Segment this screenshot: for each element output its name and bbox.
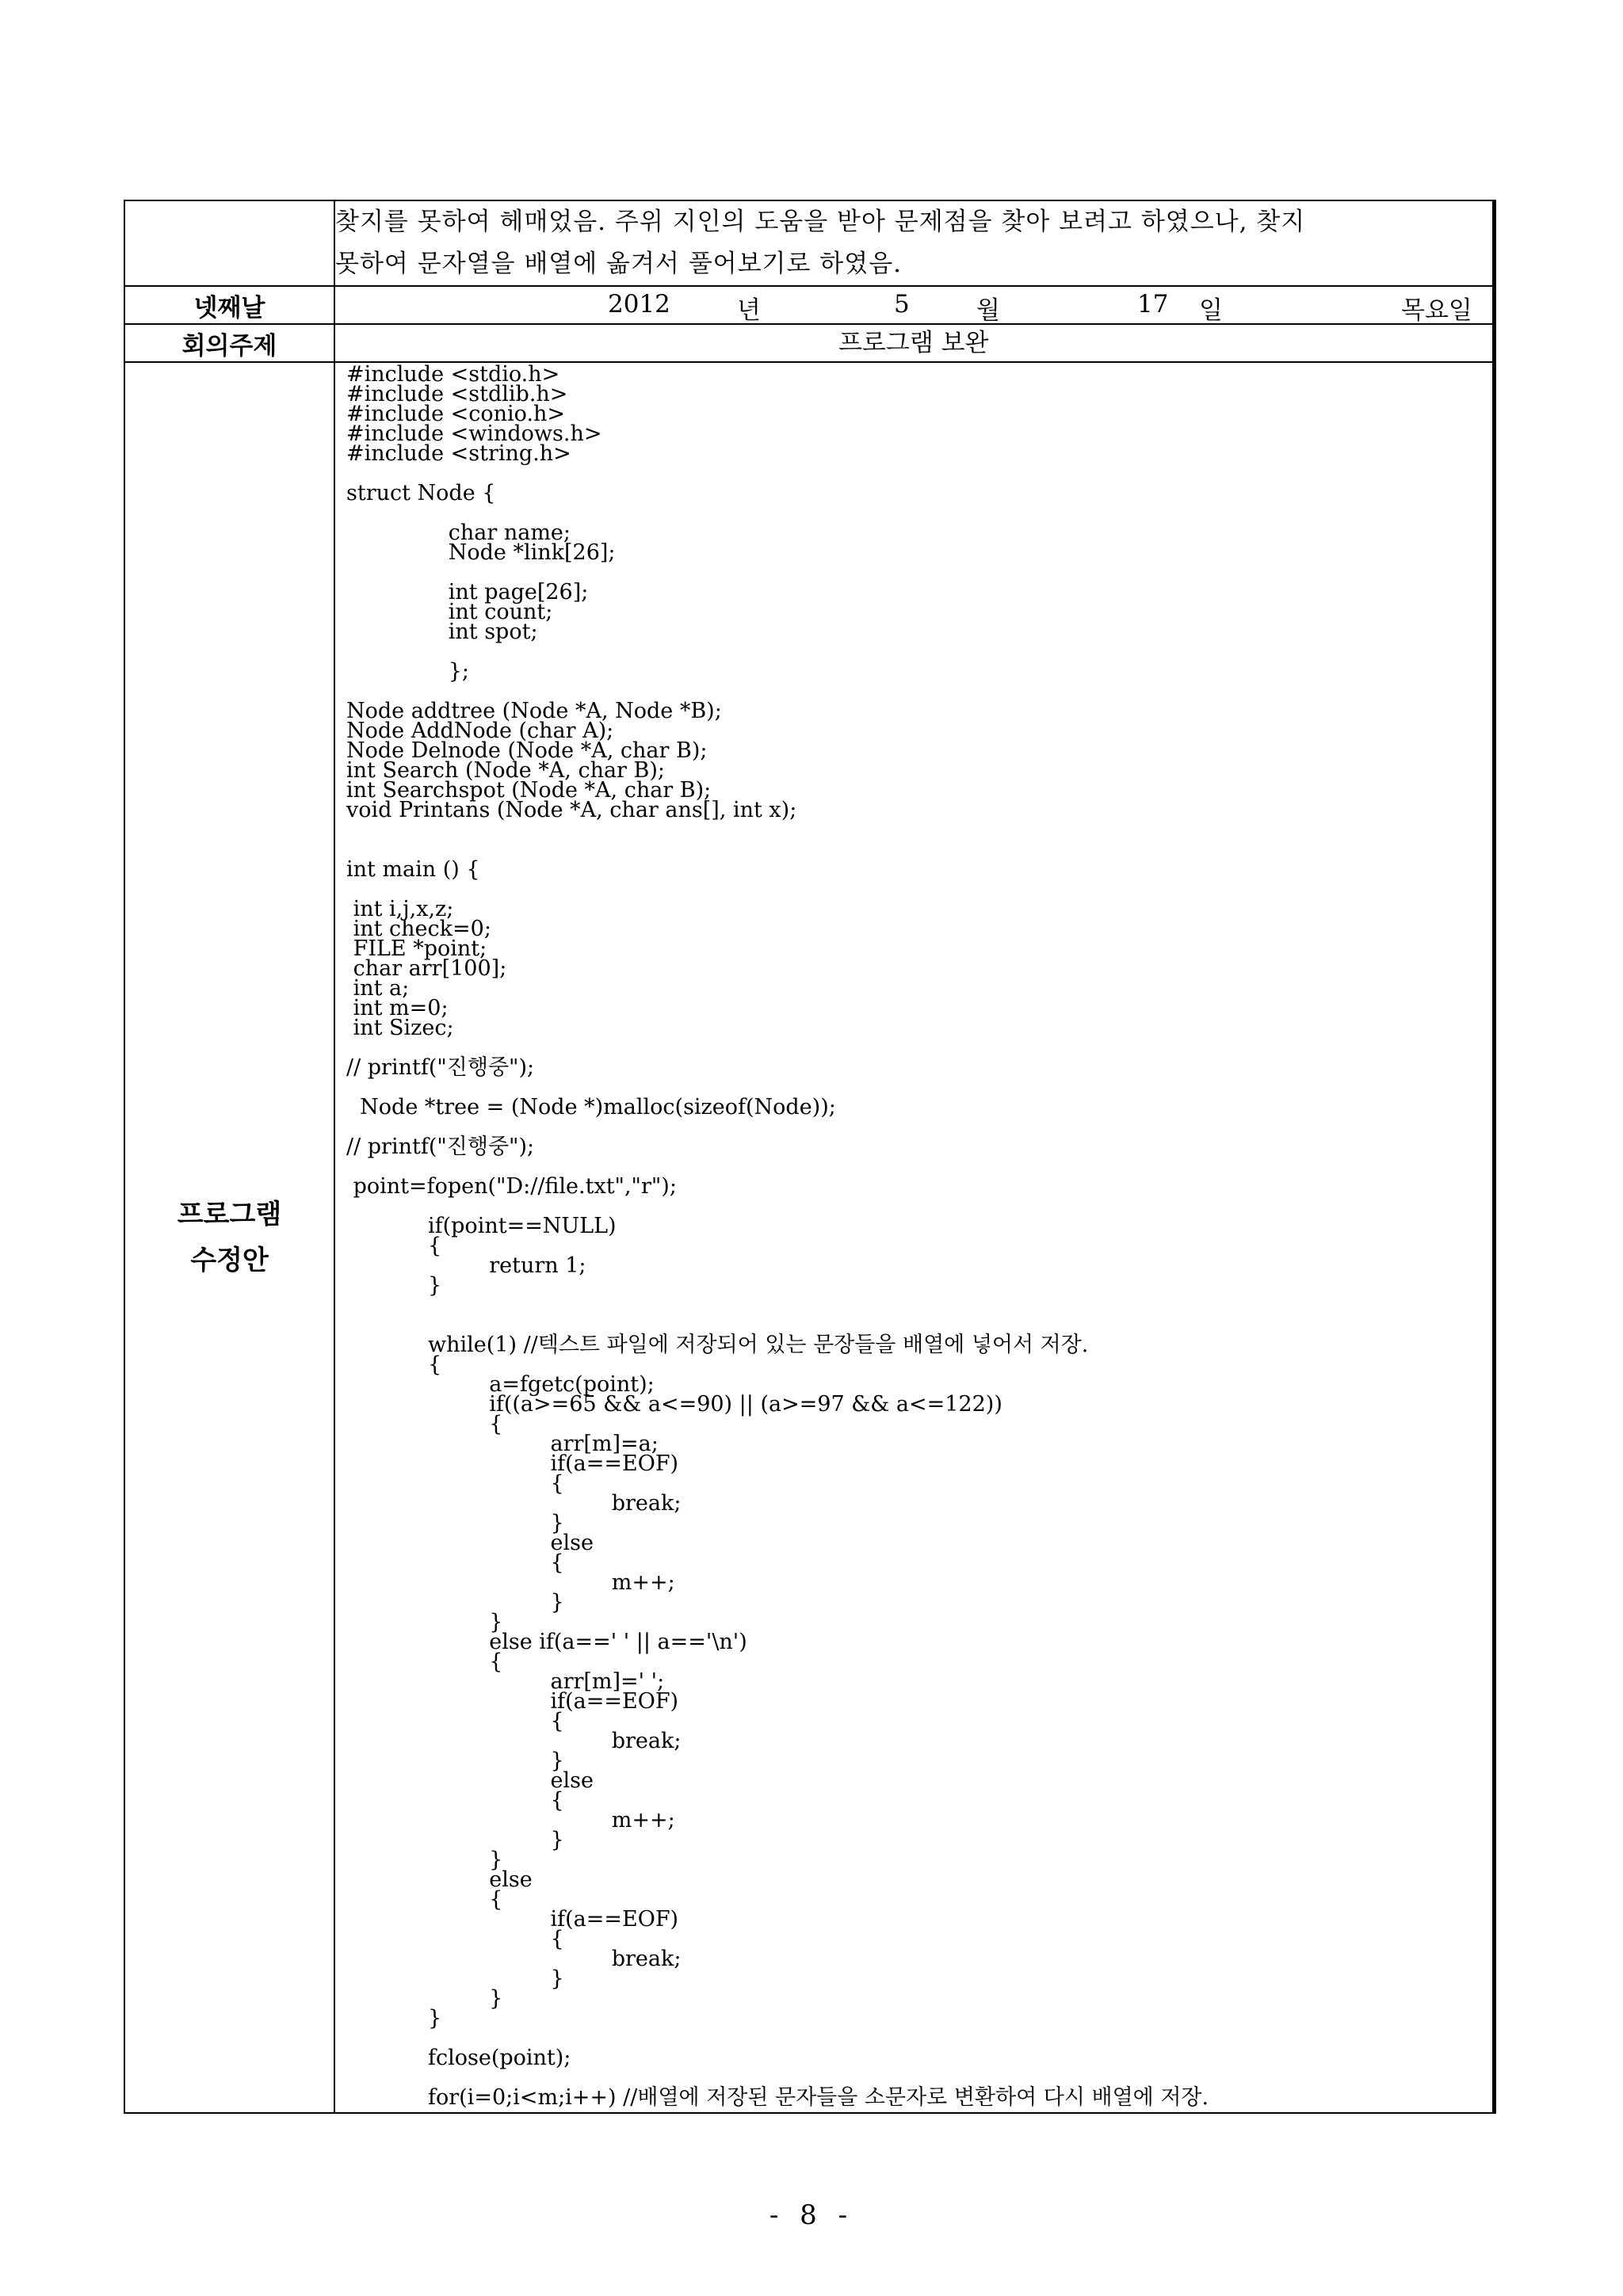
source-code-listing: #include <stdio.h> #include <stdlib.h> #include <conio.h> #include <windows.h> #include <string.h> struct Node { char name; Node *link[26]; int page[26]; int count; int spot; }; Node addtree (Node *A, Node *B); Node AddNode (char A); Node Delnode (Node *A, char B); int Search (Node *A, char B); int Searchspot (Node *A, char B); void Printans (Node *A, char ans[], int x); int main () { int i,j,x,z; int check=0; FILE *point; char arr[100]; int a; int m=0; int Sizec; // printf("진행중"); Node *tree = (Node *)malloc(sizeof(Node)); // printf("진행중"); point=fopen("D://file.txt","r"); if(point==NULL) { return 1; } while(1) //텍스트 파일에 저장되어 있는 문장들을 배열에 넣어서 저장. { a=fgetc(point); if((a>=65 && a<=90) || (a>=97 && a<=122)) { arr[m]=a; if(a==EOF) { break; } else { m++; } } else if(a==' ' || a=='\n') { arr[m]=' '; if(a==EOF) { break; } else { m++; } } else { if(a==EOF) { break; } } } fclose(point); for(i=0;i<m;i++) //배열에 저장된 문자들을 소문자로 변환하여 다시 배열에 저장.: [346, 362, 1209, 2110]
date-year: 2012: [608, 290, 670, 318]
topic-label: 회의주제: [124, 324, 334, 362]
program-label-line-1: 프로그램: [177, 1199, 282, 1230]
topic-value: 프로그램 보완: [334, 324, 1494, 362]
program-row: [124, 362, 1494, 2113]
date-row: [124, 286, 1494, 324]
topic-row: [124, 324, 1494, 362]
program-label-cell: [124, 362, 334, 2113]
date-label: 넷째날: [124, 286, 334, 324]
program-label-line-2: 수정안: [190, 1245, 269, 1276]
date-year-unit: 년: [737, 296, 761, 325]
page-number: - 8 -: [769, 2199, 854, 2231]
date-day: 17: [1137, 290, 1169, 318]
date-month: 5: [894, 290, 910, 318]
intro-text-cell: [334, 200, 1494, 286]
meeting-log-table: [124, 200, 1496, 2114]
intro-line-1: 찾지를 못하여 헤매었음. 주위 지인의 도움을 받아 문제점을 찾아 보려고 하였으나, 찾지: [335, 208, 1306, 236]
date-month-unit: 월: [976, 296, 1000, 325]
date-day-unit: 일: [1199, 296, 1223, 325]
intro-line-2: 못하여 문자열을 배열에 옮겨서 풀어보기로 하였음.: [335, 250, 902, 278]
program-code-cell: [334, 362, 1494, 2113]
date-value-cell: [334, 286, 1494, 324]
intro-row: [124, 200, 1494, 286]
date-weekday: 목요일: [1401, 296, 1472, 325]
intro-label-cell: [124, 200, 334, 286]
